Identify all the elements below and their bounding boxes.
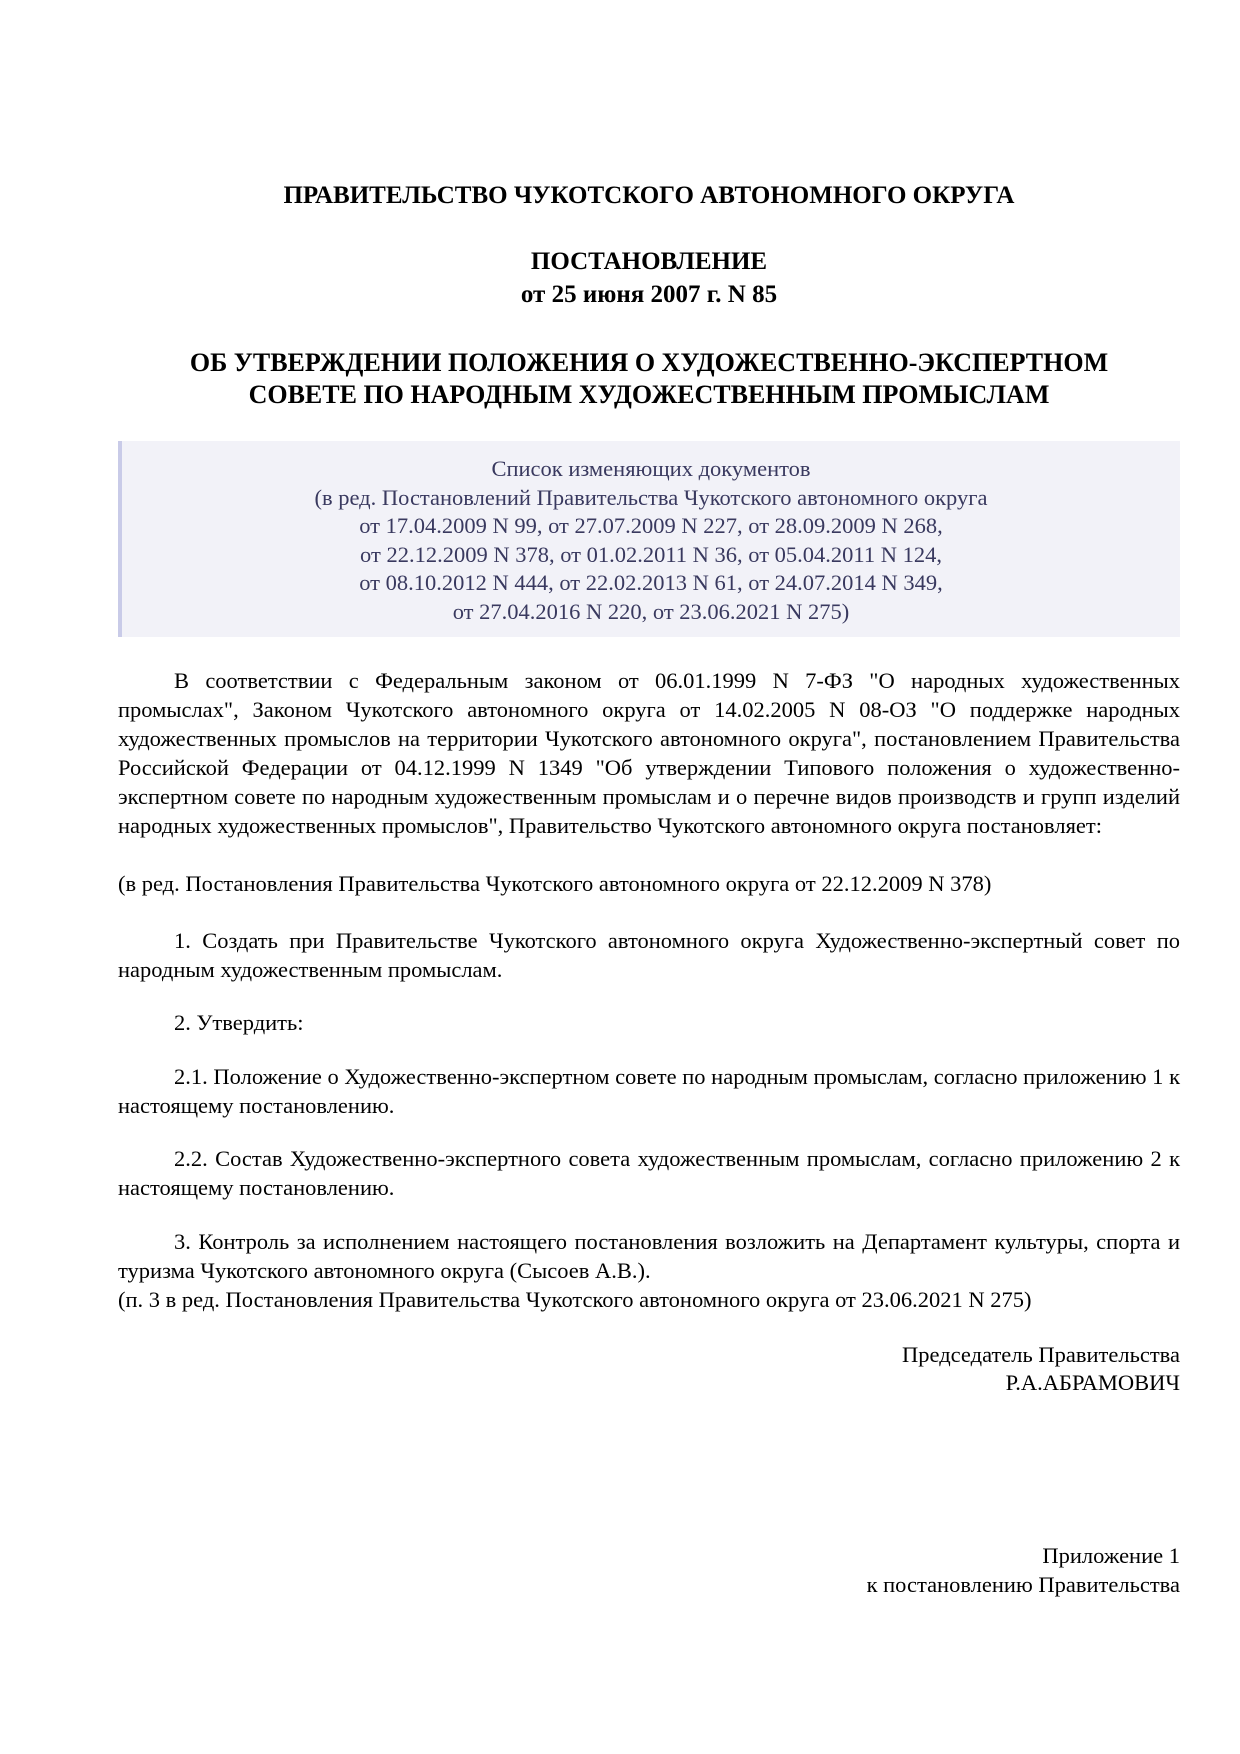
item-2-2: 2.2. Состав Художественно-экспертного совета художественным промыслам, согласно приложению 2 к настоящему постановлению. [118, 1146, 1180, 1200]
issuing-authority: ПРАВИТЕЛЬСТВО ЧУКОТСКОГО АВТОНОМНОГО ОКРУГА [283, 182, 1015, 209]
amendments-line: (в ред. Постановлений Правительства Чукотского автономного округа [314, 484, 988, 510]
document-title-line1: ОБ УТВЕРЖДЕНИИ ПОЛОЖЕНИЯ О ХУДОЖЕСТВЕННО-ЭКСПЕРТНОМ [189, 348, 1109, 377]
item-1: 1. Создать при Правительстве Чукотского автономного округа Художественно-экспертный совет по народным художественным промыслам. [118, 928, 1180, 982]
preamble-amendment-note: (в ред. Постановления Правительства Чукотского автономного округа от 22.12.2009 N 378) [118, 871, 992, 896]
amendments-line: от 08.10.2012 N 444, от 22.02.2013 N 61, от 24.07.2014 N 349, [359, 570, 943, 595]
amendments-box [118, 441, 1180, 637]
appendix-label: Приложение 1 [1042, 1543, 1180, 1568]
signature-name: Р.А.АБРАМОВИЧ [1005, 1370, 1180, 1395]
appendix-reference: к постановлению Правительства [866, 1572, 1180, 1597]
item-2: 2. Утвердить: [174, 1010, 304, 1035]
document-type: ПОСТАНОВЛЕНИЕ [530, 248, 768, 275]
document-title-line2: СОВЕТЕ ПО НАРОДНЫМ ХУДОЖЕСТВЕННЫМ ПРОМЫСЛАМ [248, 380, 1050, 409]
item-2-1: 2.1. Положение о Художественно-экспертном совете по народным промыслам, согласно приложению 1 к настоящему постановлению. [118, 1064, 1180, 1118]
item-3-amendment-note: (п. 3 в ред. Постановления Правительства Чукотского автономного округа от 23.06.2021 N 275) [118, 1287, 1032, 1312]
signature-position: Председатель Правительства [902, 1342, 1180, 1367]
amendments-line: от 22.12.2009 N 378, от 01.02.2011 N 36, от 05.04.2011 N 124, [360, 541, 942, 567]
item-3: 3. Контроль за исполнением настоящего постановления возложить на Департамент культуры, спорта и туризма Чукотского автономного округа (Сысоев А.В.). [118, 1229, 1180, 1283]
document-date: от 25 июня 2007 г. N 85 [520, 281, 778, 308]
amendments-line: от 27.04.2016 N 220, от 23.06.2021 N 275) [452, 598, 850, 624]
amendments-line: от 17.04.2009 N 99, от 27.07.2009 N 227, от 28.09.2009 N 268, [359, 513, 943, 538]
amendments-heading: Список изменяющих документов [491, 456, 811, 481]
preamble-paragraph: В соответствии с Федеральным законом от 06.01.1999 N 7-ФЗ "О народных художественных промыслах", Законом Чукотского автономного округа от 14.02.2005 N 08-ОЗ "О поддержке народных художественных промыслов на территории Чукотского автономного округа", постановлением Правительства Российской Федерации от 04.12.1999 N 1349 "Об утверждении Типового положения о художественно-экспертном совете по народным художественным промыслам и о перечне видов производств и групп изделий народных художественных промыслов", Правительство Чукотского автономного округа постановляет: [118, 668, 1180, 838]
